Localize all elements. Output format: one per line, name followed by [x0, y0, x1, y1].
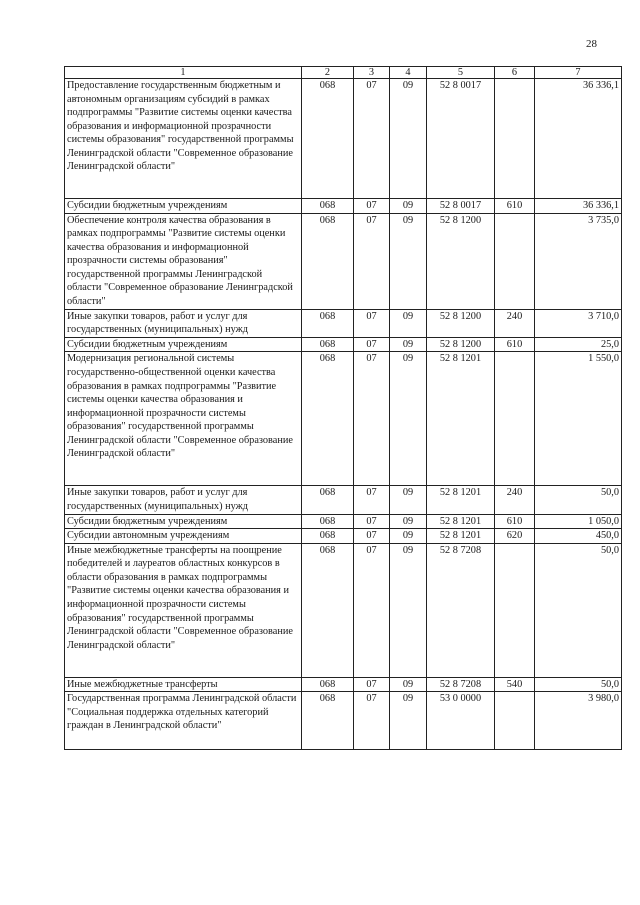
row-code-cell: 068 [302, 309, 354, 337]
row-subsection-cell: 09 [390, 514, 427, 529]
row-section-cell: 07 [354, 352, 390, 486]
row-section-cell: 07 [354, 213, 390, 309]
row-section-cell: 07 [354, 79, 390, 199]
row-target-cell: 52 8 1200 [427, 213, 495, 309]
row-amount-cell: 36 336,1 [535, 199, 622, 214]
page-number: 28 [586, 38, 597, 50]
row-target-cell: 52 8 1201 [427, 486, 495, 514]
row-name-cell: Предоставление государственным бюджетным и автономным организациям субсидий в рамках подпрограммы "Развитие системы оценки качества образования и информационной прозрачности системы образования" государственной программы Ленинградской области "Современное образование Ленинградской области" [65, 79, 302, 199]
header-cell-6: 6 [495, 67, 535, 79]
row-amount-cell: 3 980,0 [535, 692, 622, 750]
row-target-cell: 52 8 7208 [427, 677, 495, 692]
row-subsection-cell: 09 [390, 337, 427, 352]
row-code-cell: 068 [302, 677, 354, 692]
row-name-cell: Субсидии автономным учреждениям [65, 529, 302, 544]
row-type-cell: 540 [495, 677, 535, 692]
row-target-cell: 52 8 1201 [427, 514, 495, 529]
header-cell-4: 4 [390, 67, 427, 79]
row-type-cell: 240 [495, 486, 535, 514]
header-cell-1: 1 [65, 67, 302, 79]
row-code-cell: 068 [302, 199, 354, 214]
row-section-cell: 07 [354, 486, 390, 514]
row-name-cell: Иные межбюджетные трансферты на поощрение победителей и лауреатов областных конкурсов в области образования в рамках подпрограммы "Развитие системы оценки качества образования и информационной прозрачности системы образования" государственной программы Ленинградской области "Современное образование Ленинградской области" [65, 543, 302, 677]
row-amount-cell: 50,0 [535, 486, 622, 514]
table-row [65, 337, 622, 352]
row-subsection-cell: 09 [390, 79, 427, 199]
row-target-cell: 52 8 1201 [427, 529, 495, 544]
row-amount-cell: 450,0 [535, 529, 622, 544]
table-row [65, 213, 622, 309]
row-subsection-cell: 09 [390, 692, 427, 750]
row-section-cell: 07 [354, 529, 390, 544]
row-code-cell: 068 [302, 486, 354, 514]
row-amount-cell: 3 735,0 [535, 213, 622, 309]
row-type-cell [495, 79, 535, 199]
row-target-cell: 52 8 0017 [427, 199, 495, 214]
row-subsection-cell: 09 [390, 543, 427, 677]
row-type-cell: 610 [495, 337, 535, 352]
row-type-cell: 610 [495, 514, 535, 529]
row-subsection-cell: 09 [390, 486, 427, 514]
row-section-cell: 07 [354, 514, 390, 529]
row-target-cell: 52 8 0017 [427, 79, 495, 199]
table-row [65, 677, 622, 692]
row-code-cell: 068 [302, 529, 354, 544]
budget-table [64, 66, 622, 750]
header-row [65, 67, 622, 79]
row-name-cell: Модернизация региональной системы государственно-общественной оценки качества образования в рамках подпрограммы "Развитие системы оценки качества образования и информационной прозрачности системы образования" государственной программы Ленинградской области "Современное образование Ленинградской области" [65, 352, 302, 486]
row-type-cell [495, 213, 535, 309]
row-type-cell [495, 692, 535, 750]
row-amount-cell: 3 710,0 [535, 309, 622, 337]
row-section-cell: 07 [354, 543, 390, 677]
row-type-cell: 620 [495, 529, 535, 544]
row-type-cell [495, 543, 535, 677]
row-amount-cell: 50,0 [535, 543, 622, 677]
table-row [65, 514, 622, 529]
table-row [65, 309, 622, 337]
row-amount-cell: 36 336,1 [535, 79, 622, 199]
row-name-cell: Иные закупки товаров, работ и услуг для государственных (муниципальных) нужд [65, 309, 302, 337]
row-section-cell: 07 [354, 199, 390, 214]
table-row [65, 692, 622, 750]
table-row [65, 199, 622, 214]
row-name-cell: Государственная программа Ленинградской области "Социальная поддержка отдельных категорий граждан в Ленинградской области" [65, 692, 302, 750]
header-cell-2: 2 [302, 67, 354, 79]
row-section-cell: 07 [354, 309, 390, 337]
row-name-cell: Субсидии бюджетным учреждениям [65, 199, 302, 214]
table-row [65, 486, 622, 514]
row-name-cell: Обеспечение контроля качества образования в рамках подпрограммы "Развитие системы оценки качества образования и информационной прозрачности системы образования" государственной программы Ленинградской области "Современное образование Ленинградской области" [65, 213, 302, 309]
row-amount-cell: 50,0 [535, 677, 622, 692]
table-row [65, 529, 622, 544]
row-subsection-cell: 09 [390, 213, 427, 309]
row-target-cell: 52 8 1200 [427, 337, 495, 352]
row-type-cell: 240 [495, 309, 535, 337]
row-code-cell: 068 [302, 692, 354, 750]
row-name-cell: Иные межбюджетные трансферты [65, 677, 302, 692]
row-subsection-cell: 09 [390, 309, 427, 337]
row-name-cell: Иные закупки товаров, работ и услуг для государственных (муниципальных) нужд [65, 486, 302, 514]
table-body [65, 79, 622, 750]
row-section-cell: 07 [354, 337, 390, 352]
row-target-cell: 53 0 0000 [427, 692, 495, 750]
row-amount-cell: 25,0 [535, 337, 622, 352]
row-target-cell: 52 8 1200 [427, 309, 495, 337]
row-code-cell: 068 [302, 337, 354, 352]
row-type-cell: 610 [495, 199, 535, 214]
table-row [65, 543, 622, 677]
row-target-cell: 52 8 1201 [427, 352, 495, 486]
row-name-cell: Субсидии бюджетным учреждениям [65, 514, 302, 529]
row-code-cell: 068 [302, 213, 354, 309]
row-name-cell: Субсидии бюджетным учреждениям [65, 337, 302, 352]
row-code-cell: 068 [302, 543, 354, 677]
header-cell-3: 3 [354, 67, 390, 79]
table-row [65, 79, 622, 199]
row-type-cell [495, 352, 535, 486]
header-cell-7: 7 [535, 67, 622, 79]
row-section-cell: 07 [354, 692, 390, 750]
row-amount-cell: 1 550,0 [535, 352, 622, 486]
row-target-cell: 52 8 7208 [427, 543, 495, 677]
row-code-cell: 068 [302, 79, 354, 199]
row-code-cell: 068 [302, 352, 354, 486]
header-cell-5: 5 [427, 67, 495, 79]
row-subsection-cell: 09 [390, 199, 427, 214]
row-code-cell: 068 [302, 514, 354, 529]
row-subsection-cell: 09 [390, 352, 427, 486]
row-amount-cell: 1 050,0 [535, 514, 622, 529]
row-section-cell: 07 [354, 677, 390, 692]
row-subsection-cell: 09 [390, 677, 427, 692]
row-subsection-cell: 09 [390, 529, 427, 544]
table-row [65, 352, 622, 486]
